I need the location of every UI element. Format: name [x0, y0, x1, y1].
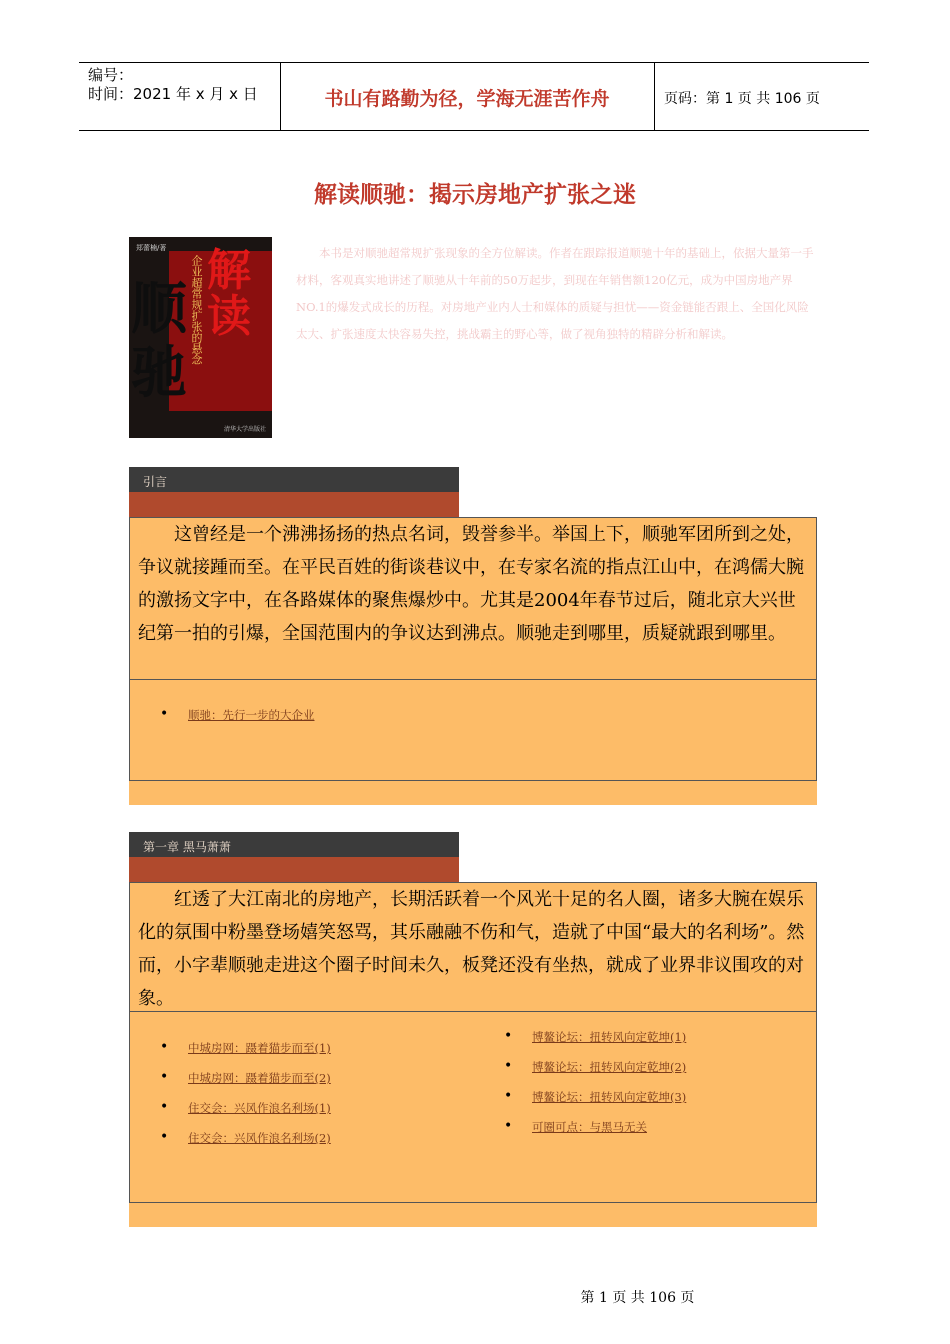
chapter-link[interactable]: 可圈可点：与黑马无关 [532, 1120, 647, 1134]
section-body-chapter-1 [129, 882, 817, 1012]
cover-title-char-4: 驰 [131, 341, 187, 406]
list-item [532, 1119, 686, 1149]
list-item [188, 1130, 331, 1160]
list-item [188, 707, 315, 737]
chapter-link[interactable]: 博鳌论坛：扭转风向定乾坤(2) [532, 1060, 687, 1074]
section-tab-label: 引言 [143, 475, 168, 489]
section-footer-band [129, 1203, 817, 1227]
list-item [532, 1089, 686, 1119]
header-top-rule [79, 62, 869, 63]
section-paragraph: 这曾经是一个沸沸扬扬的热点名词，毁誉参半。举国上下，顺驰军团所到之处，争议就接踵而至。在平民百姓的街谈巷议中，在专家名流的指点江山中，在鸿儒大腕的激扬文字中，在各路媒体的聚焦爆炒中。尤其是2004年春节过后，随北京大兴世纪第一拍的引爆，全国范围内的争议达到沸点。顺驰走到哪里，质疑就跟到哪里。 [138, 524, 804, 644]
section-bar [129, 857, 459, 882]
book-intro-text: 本书是对顺驰超常规扩张现象的全方位解读。作者在跟踪报道顺驰十年的基础上，依据大量第一手材料，客观真实地讲述了顺驰从十年前的50万起步，到现在年销售额120亿元，成为中国房地产界NO.1的爆发式成长的历程。对房地产业内人士和媒体的质疑与担忧——资金链能否跟上、全国化风险太大、扩张速度太快容易失控，挑战霸主的野心等，做了视角独特的精辟分析和解读。 [296, 246, 814, 341]
cover-subtitle: 企业超常规扩张的悬念 [190, 255, 203, 365]
header-divider-2 [654, 62, 655, 130]
section-tab-intro [129, 467, 459, 494]
cover-title-char-1: 解 [207, 245, 251, 296]
section-tab-chapter-1 [129, 832, 459, 859]
section-paragraph: 红透了大江南北的房地产，长期活跃着一个风光十足的名人圈，诸多大腕在娱乐化的氛围中粉墨登场嬉笑怒骂，其乐融融不伤和气，造就了中国“最大的名利场”。然而，小字辈顺驰走进这个圈子时间未久，板凳还没有坐热，就成了业界非议围攻的对象。 [138, 889, 805, 1009]
section-links-chapter-1 [129, 1012, 817, 1203]
chapter-link[interactable]: 博鳌论坛：扭转风向定乾坤(3) [532, 1090, 687, 1104]
header-bottom-rule [79, 130, 869, 131]
section-tab-label: 第一章 黑马萧萧 [143, 840, 231, 854]
section-bar [129, 492, 459, 517]
section-links-intro [129, 680, 817, 781]
chapter-link[interactable]: 博鳌论坛：扭转风向定乾坤(1) [532, 1030, 687, 1044]
cover-author: 郑蕾楠/著 [136, 244, 167, 252]
cover-title-char-3: 顺 [131, 277, 187, 342]
list-item [532, 1059, 686, 1089]
header-motto: 书山有路勤为径，学海无涯苦作舟 [324, 88, 610, 110]
page-title: 解读顺驰：揭示房地产扩张之迷 [314, 182, 636, 208]
chapter-link[interactable]: 住交会：兴风作浪名利场(1) [188, 1101, 331, 1115]
header-meta [88, 66, 258, 104]
link-list-left [188, 707, 315, 737]
list-item [188, 1100, 331, 1130]
page-footer: 第 1 页 共 106 页 [580, 1290, 695, 1306]
section-footer-band [129, 781, 817, 805]
document-time-label: 时间：2021 年 x 月 x 日 [88, 85, 258, 103]
chapter-link[interactable]: 住交会：兴风作浪名利场(2) [188, 1131, 331, 1145]
cover-title-char-2: 读 [207, 291, 251, 342]
chapter-link[interactable]: 中城房网：蹑着猫步而至(1) [188, 1041, 331, 1055]
link-list-left [188, 1040, 331, 1160]
list-item [188, 1040, 331, 1070]
chapter-link[interactable]: 顺驰：先行一步的大企业 [188, 708, 315, 722]
cover-publisher: 清华大学出版社 [223, 426, 266, 433]
link-list-right [532, 1029, 686, 1149]
book-cover-image [129, 237, 272, 438]
section-body-intro [129, 517, 817, 680]
chapter-link[interactable]: 中城房网：蹑着猫步而至(2) [188, 1071, 331, 1085]
document-number-label: 编号： [88, 66, 134, 84]
list-item [188, 1070, 331, 1100]
header-page-code: 页码：第 1 页 共 106 页 [664, 91, 820, 107]
list-item [532, 1029, 686, 1059]
